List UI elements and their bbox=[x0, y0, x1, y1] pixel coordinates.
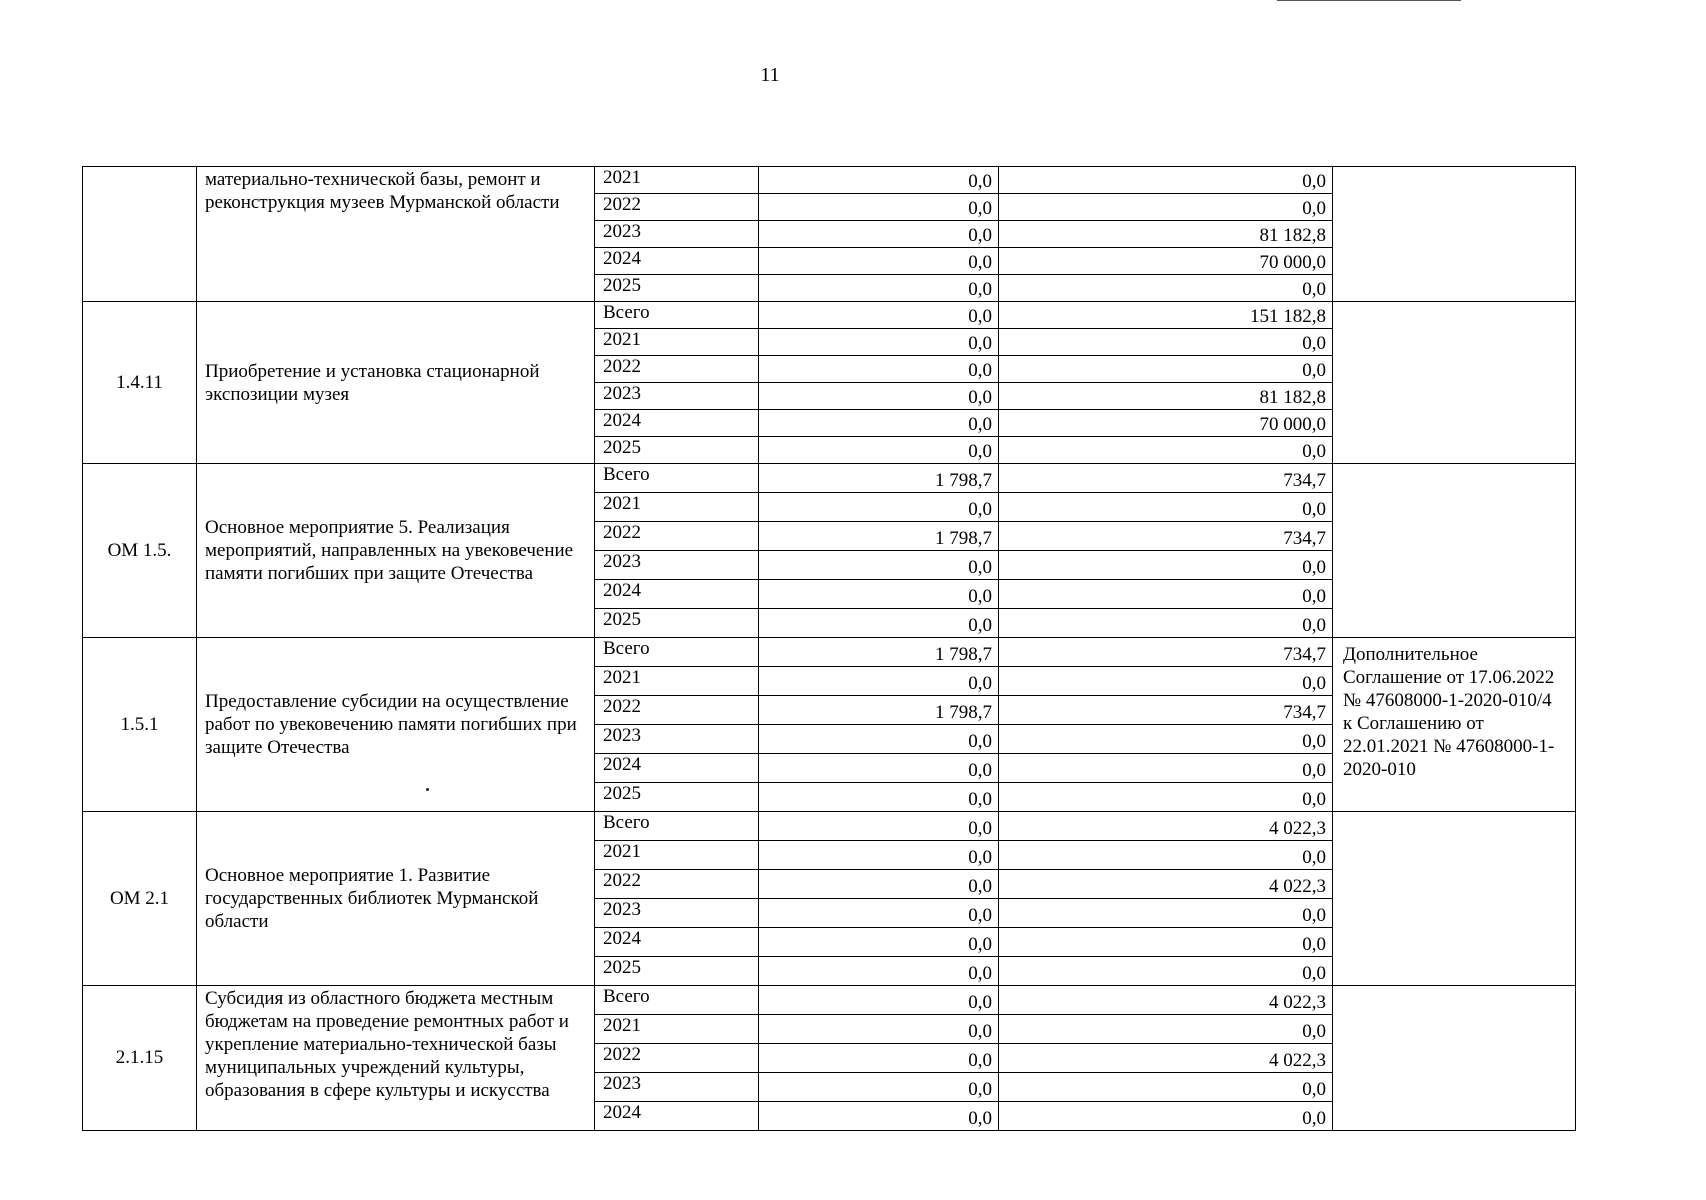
period-cell: 2021 bbox=[595, 841, 759, 870]
period-cell: 2024 bbox=[595, 248, 759, 275]
actual-amount-cell: 0,0 bbox=[999, 841, 1333, 870]
activity-code: 1.5.1 bbox=[83, 638, 197, 812]
actual-amount-cell: 0,0 bbox=[999, 667, 1333, 696]
period-cell: 2023 bbox=[595, 221, 759, 248]
activity-name: Основное мероприятие 1. Развитие государственных библиотек Мурманской области bbox=[197, 812, 595, 986]
planned-amount-cell: 0,0 bbox=[759, 986, 999, 1015]
planned-amount-cell: 0,0 bbox=[759, 899, 999, 928]
planned-amount-cell: 0,0 bbox=[759, 957, 999, 986]
period-cell: 2025 bbox=[595, 609, 759, 638]
planned-amount-cell: 0,0 bbox=[759, 841, 999, 870]
period-cell: 2022 bbox=[595, 356, 759, 383]
planned-amount-cell: 0,0 bbox=[759, 1015, 999, 1044]
period-cell: 2025 bbox=[595, 783, 759, 812]
actual-amount-cell: 0,0 bbox=[999, 1073, 1333, 1102]
table-row bbox=[83, 167, 1576, 194]
note-cell bbox=[1333, 167, 1576, 302]
planned-amount-cell: 0,0 bbox=[759, 1102, 999, 1131]
period-cell: 2021 bbox=[595, 329, 759, 356]
actual-amount-cell: 0,0 bbox=[999, 580, 1333, 609]
actual-amount-cell: 0,0 bbox=[999, 356, 1333, 383]
planned-amount-cell: 0,0 bbox=[759, 754, 999, 783]
note-cell bbox=[1333, 464, 1576, 638]
period-cell: 2024 bbox=[595, 928, 759, 957]
note-cell bbox=[1333, 986, 1576, 1131]
actual-amount-cell: 70 000,0 bbox=[999, 410, 1333, 437]
page-number: 11 bbox=[760, 64, 780, 86]
table-row bbox=[83, 986, 1576, 1015]
actual-amount-cell: 734,7 bbox=[999, 464, 1333, 493]
actual-amount-cell: 0,0 bbox=[999, 437, 1333, 464]
actual-amount-cell: 4 022,3 bbox=[999, 870, 1333, 899]
activity-name: Приобретение и установка стационарной экспозиции музея bbox=[197, 302, 595, 464]
period-cell: 2021 bbox=[595, 493, 759, 522]
note-cell bbox=[1333, 302, 1576, 464]
note-cell bbox=[1333, 812, 1576, 986]
actual-amount-cell: 0,0 bbox=[999, 754, 1333, 783]
planned-amount-cell: 0,0 bbox=[759, 437, 999, 464]
planned-amount-cell: 0,0 bbox=[759, 928, 999, 957]
planned-amount-cell: 0,0 bbox=[759, 609, 999, 638]
actual-amount-cell: 734,7 bbox=[999, 638, 1333, 667]
financing-table bbox=[82, 166, 1576, 1131]
table-row bbox=[83, 464, 1576, 493]
planned-amount-cell: 0,0 bbox=[759, 383, 999, 410]
actual-amount-cell: 734,7 bbox=[999, 522, 1333, 551]
planned-amount-cell: 1 798,7 bbox=[759, 638, 999, 667]
planned-amount-cell: 0,0 bbox=[759, 1073, 999, 1102]
activity-code: ОМ 2.1 bbox=[83, 812, 197, 986]
planned-amount-cell: 0,0 bbox=[759, 580, 999, 609]
actual-amount-cell: 0,0 bbox=[999, 493, 1333, 522]
period-cell: 2024 bbox=[595, 580, 759, 609]
planned-amount-cell: 0,0 bbox=[759, 248, 999, 275]
planned-amount-cell: 1 798,7 bbox=[759, 696, 999, 725]
planned-amount-cell: 1 798,7 bbox=[759, 522, 999, 551]
planned-amount-cell: 0,0 bbox=[759, 356, 999, 383]
planned-amount-cell: 0,0 bbox=[759, 493, 999, 522]
top-edge-line bbox=[1277, 0, 1461, 1]
period-cell: Всего bbox=[595, 638, 759, 667]
actual-amount-cell: 0,0 bbox=[999, 1015, 1333, 1044]
planned-amount-cell: 0,0 bbox=[759, 667, 999, 696]
period-cell: 2021 bbox=[595, 1015, 759, 1044]
period-cell: 2021 bbox=[595, 167, 759, 194]
period-cell: 2024 bbox=[595, 410, 759, 437]
activity-code: ОМ 1.5. bbox=[83, 464, 197, 638]
period-cell: 2025 bbox=[595, 437, 759, 464]
period-cell: 2022 bbox=[595, 1044, 759, 1073]
planned-amount-cell: 0,0 bbox=[759, 812, 999, 841]
activity-code: 2.1.15 bbox=[83, 986, 197, 1131]
actual-amount-cell: 4 022,3 bbox=[999, 812, 1333, 841]
actual-amount-cell: 81 182,8 bbox=[999, 383, 1333, 410]
planned-amount-cell: 0,0 bbox=[759, 302, 999, 329]
actual-amount-cell: 0,0 bbox=[999, 167, 1333, 194]
period-cell: 2022 bbox=[595, 870, 759, 899]
actual-amount-cell: 4 022,3 bbox=[999, 1044, 1333, 1073]
period-cell: Всего bbox=[595, 464, 759, 493]
planned-amount-cell: 0,0 bbox=[759, 410, 999, 437]
actual-amount-cell: 81 182,8 bbox=[999, 221, 1333, 248]
period-cell: 2024 bbox=[595, 1102, 759, 1131]
actual-amount-cell: 0,0 bbox=[999, 783, 1333, 812]
table-row bbox=[83, 302, 1576, 329]
period-cell: 2022 bbox=[595, 194, 759, 221]
period-cell: Всего bbox=[595, 986, 759, 1015]
planned-amount-cell: 0,0 bbox=[759, 1044, 999, 1073]
activity-name: Основное мероприятие 5. Реализация мероприятий, направленных на увековечение памяти погибших при защите Отечества bbox=[197, 464, 595, 638]
table-body bbox=[83, 167, 1576, 1131]
planned-amount-cell: 0,0 bbox=[759, 221, 999, 248]
activity-code: 1.4.11 bbox=[83, 302, 197, 464]
period-cell: Всего bbox=[595, 812, 759, 841]
planned-amount-cell: 0,0 bbox=[759, 329, 999, 356]
period-cell: 2023 bbox=[595, 551, 759, 580]
activity-code bbox=[83, 167, 197, 302]
actual-amount-cell: 0,0 bbox=[999, 194, 1333, 221]
period-cell: 2024 bbox=[595, 754, 759, 783]
planned-amount-cell: 0,0 bbox=[759, 194, 999, 221]
period-cell: 2025 bbox=[595, 957, 759, 986]
actual-amount-cell: 0,0 bbox=[999, 609, 1333, 638]
actual-amount-cell: 0,0 bbox=[999, 725, 1333, 754]
period-cell: 2023 bbox=[595, 383, 759, 410]
actual-amount-cell: 0,0 bbox=[999, 928, 1333, 957]
period-cell: 2025 bbox=[595, 275, 759, 302]
period-cell: Всего bbox=[595, 302, 759, 329]
planned-amount-cell: 0,0 bbox=[759, 167, 999, 194]
activity-name: Субсидия из областного бюджета местным бюджетам на проведение ремонтных работ и укрепление материально-технической базы муниципальных учреждений культуры, образования в сфере культуры и искусства bbox=[197, 986, 595, 1131]
planned-amount-cell: 0,0 bbox=[759, 870, 999, 899]
actual-amount-cell: 0,0 bbox=[999, 899, 1333, 928]
actual-amount-cell: 70 000,0 bbox=[999, 248, 1333, 275]
activity-name: материально-технической базы, ремонт и реконструкция музеев Мурманской области bbox=[197, 167, 595, 302]
planned-amount-cell: 1 798,7 bbox=[759, 464, 999, 493]
planned-amount-cell: 0,0 bbox=[759, 551, 999, 580]
activity-name: Предоставление субсидии на осуществление работ по увековечению памяти погибших при защите Отечества bbox=[197, 638, 595, 812]
planned-amount-cell: 0,0 bbox=[759, 783, 999, 812]
actual-amount-cell: 0,0 bbox=[999, 957, 1333, 986]
actual-amount-cell: 0,0 bbox=[999, 551, 1333, 580]
period-cell: 2023 bbox=[595, 725, 759, 754]
period-cell: 2023 bbox=[595, 1073, 759, 1102]
actual-amount-cell: 4 022,3 bbox=[999, 986, 1333, 1015]
period-cell: 2022 bbox=[595, 522, 759, 551]
note-cell: Дополнительное Соглашение от 17.06.2022 № 47608000-1-2020-010/4 к Соглашению от 22.01.2021 № 47608000-1-2020-010 bbox=[1333, 638, 1576, 812]
period-cell: 2023 bbox=[595, 899, 759, 928]
actual-amount-cell: 151 182,8 bbox=[999, 302, 1333, 329]
table-row bbox=[83, 638, 1576, 667]
actual-amount-cell: 0,0 bbox=[999, 1102, 1333, 1131]
actual-amount-cell: 0,0 bbox=[999, 329, 1333, 356]
actual-amount-cell: 734,7 bbox=[999, 696, 1333, 725]
period-cell: 2021 bbox=[595, 667, 759, 696]
planned-amount-cell: 0,0 bbox=[759, 725, 999, 754]
planned-amount-cell: 0,0 bbox=[759, 275, 999, 302]
period-cell: 2022 bbox=[595, 696, 759, 725]
actual-amount-cell: 0,0 bbox=[999, 275, 1333, 302]
table-row bbox=[83, 812, 1576, 841]
